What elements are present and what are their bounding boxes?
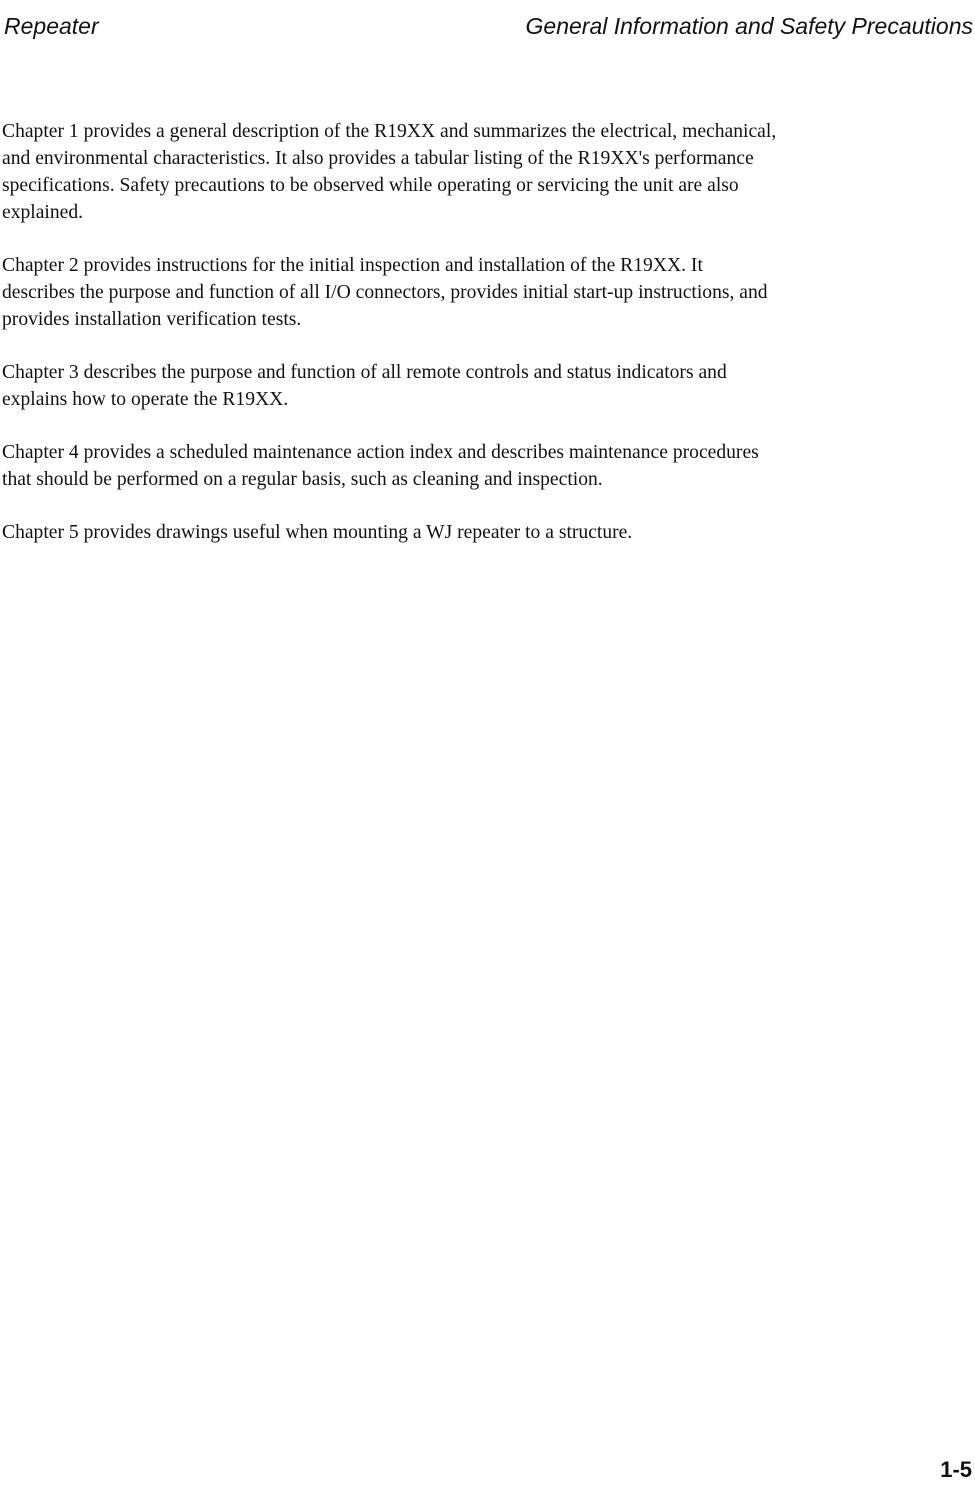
paragraph-chapter-2 (2, 252, 922, 333)
text-line: specifications. Safety precautions to be observed while operating or servicing the unit are also (2, 175, 739, 196)
text-line: Chapter 3 describes the purpose and function of all remote controls and status indicators and (2, 362, 727, 383)
text-line: describes the purpose and function of all I/O connectors, provides initial start-up instructions, and (2, 282, 768, 303)
chapter-overview-text (2, 118, 922, 572)
paragraph-chapter-3 (2, 359, 922, 413)
running-header-left: Repeater (4, 13, 99, 39)
text-line: Chapter 1 provides a general description of the R19XX and summarizes the electrical, mechanical, (2, 121, 777, 142)
text-line: that should be performed on a regular basis, such as cleaning and inspection. (2, 469, 603, 490)
text-line: Chapter 4 provides a scheduled maintenance action index and describes maintenance procedures (2, 442, 759, 463)
text-line: Chapter 2 provides instructions for the initial inspection and installation of the R19XX. It (2, 255, 703, 276)
paragraph-chapter-4 (2, 439, 922, 493)
page-number: 1-5 (940, 1457, 972, 1482)
text-line: Chapter 5 provides drawings useful when mounting a WJ repeater to a structure. (2, 522, 633, 543)
text-line: explains how to operate the R19XX. (2, 389, 289, 410)
text-line: provides installation verification tests. (2, 309, 302, 330)
running-header-right: General Information and Safety Precautions (525, 13, 973, 39)
paragraph-chapter-5 (2, 519, 922, 546)
paragraph-chapter-1 (2, 118, 922, 226)
text-line: and environmental characteristics. It also provides a tabular listing of the R19XX's performance (2, 148, 754, 169)
text-line: explained. (2, 202, 84, 223)
